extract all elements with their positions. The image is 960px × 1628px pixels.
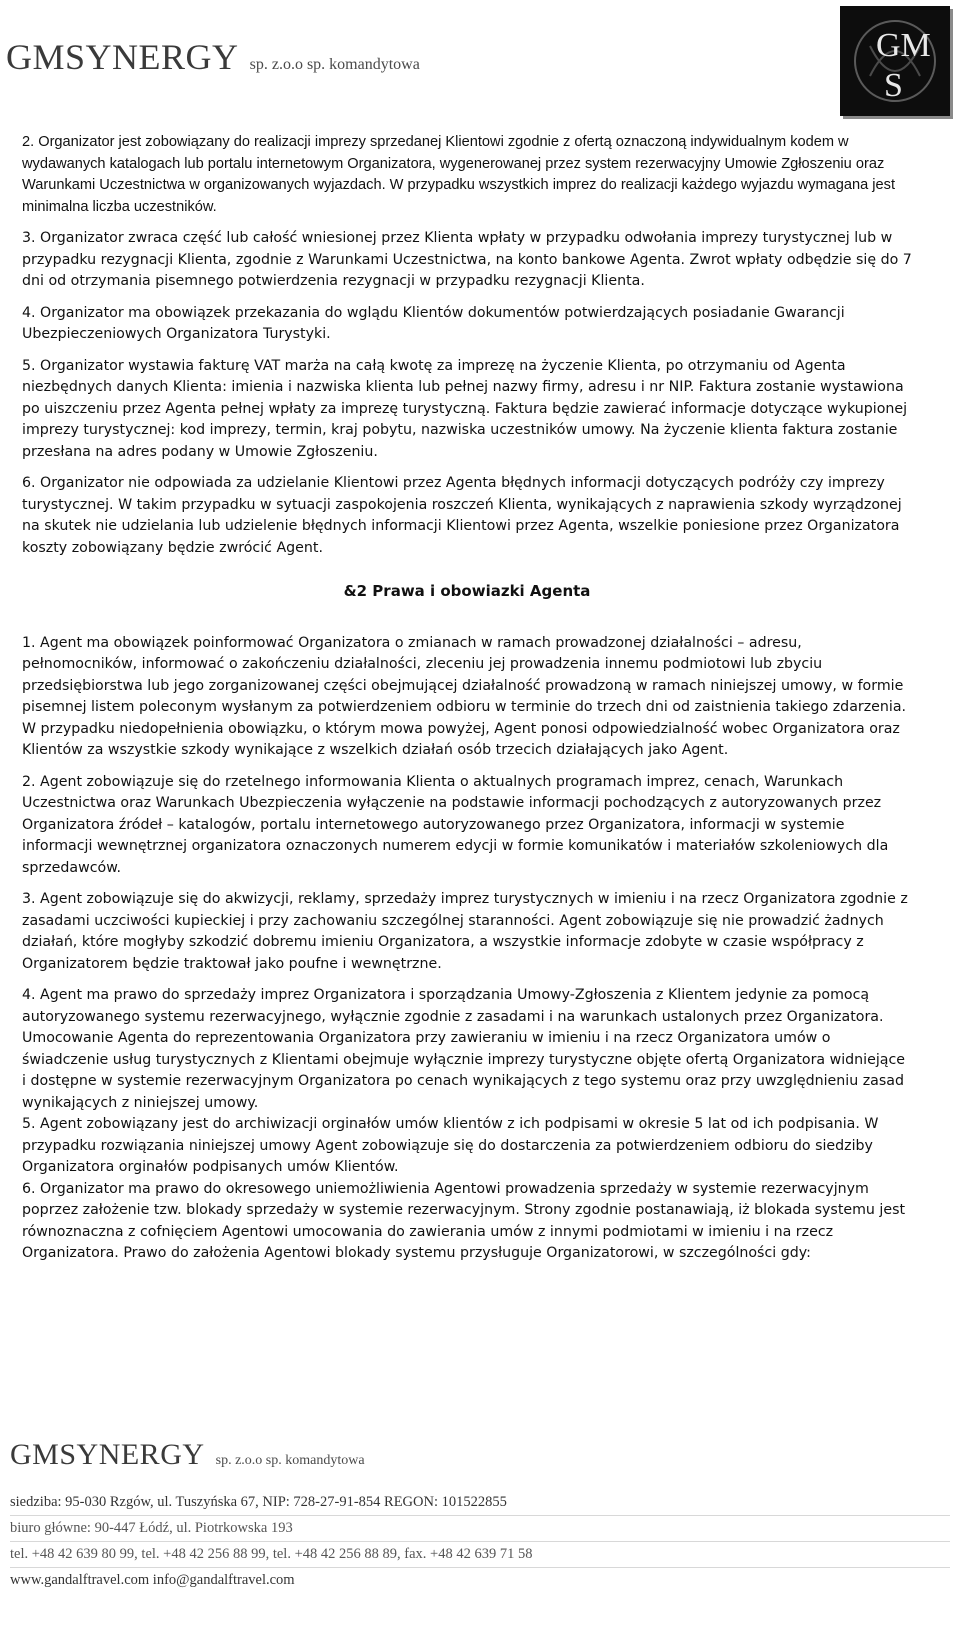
footer-phone-line: tel. +48 42 639 80 99, tel. +48 42 256 88 99, tel. +48 42 256 88 89, fax. +48 42 639 71 58 <box>10 1542 950 1568</box>
paragraph: 6. Organizator ma prawo do okresowego uniemożliwienia Agentowi prowadzenia sprzedaży w systemie rezerwacyjnym poprzez założenie tzw. blokady sprzedaży w systemie rezerwacyjnym. Strony zgodnie postanawiają, iż blokada systemu jest równoznaczna z cofnięciem Agentowi umocowania do zawierania umów z innymi podmiotami w imieniu i na rzecz Organizatora. Prawo do założenia Agentowi blokady systemu przysługuje Organizatorowi, w szczególności gdy: <box>22 1180 906 1261</box>
footer-web-line: www.gandalftravel.com info@gandalftravel.com <box>10 1572 295 1588</box>
brand-name: GMSYNERGY <box>6 37 239 77</box>
footer-brand-name: GMSYNERGY <box>10 1438 205 1471</box>
footer-brand-suffix: sp. z.o.o sp. komandytowa <box>215 1453 365 1468</box>
footer-office-line: biuro główne: 90-447 Łódź, ul. Piotrkowska 193 <box>10 1516 950 1542</box>
paragraph: 5. Organizator wystawia fakturę VAT marża na całą kwotę za imprezę na życzenie Klienta, po otrzymaniu od Agenta niezbędnych danych Klienta: imienia i nazwiska klienta lub pełnej nazwy firmy, adresu i nr NIP. Faktura zostanie wystawiona po uiszczeniu przez Agenta pełnej wpłaty za imprezę turystyczną. Faktura będzie zawierać informacje dotyczące wykupionej imprezy turystycznej: kod imprezy, termin, kraj pobytu, nazwiska uczestników umowy. Na życzenie klienta faktura zostanie przesłana na adres podany w Umowie Zgłoszeniu. <box>22 357 908 460</box>
footer-contact-info <box>10 1490 950 1593</box>
paragraph: 4. Organizator ma obowiązek przekazania do wglądu Klientów dokumentów potwierdzających posiadanie Gwarancji Ubezpieczeniowych Organizatora Turystyki. <box>22 304 845 342</box>
logo-letter-s: S <box>884 67 903 104</box>
page-footer <box>0 1420 960 1628</box>
footer-address-line: siedziba: 95-030 Rzgów, ul. Tuszyńska 67, NIP: 728-27-91-854 REGON: 101522855 <box>10 1490 950 1516</box>
gms-logo <box>840 6 950 116</box>
paragraph: 3. Organizator zwraca część lub całość wniesionej przez Klienta wpłaty w przypadku odwołania imprezy turystycznej lub w przypadku rezygnacji Klienta, zgodnie z Warunkami Uczestnictwa, na konto bankowe Agenta. Zwrot wpłaty odbędzie się do 7 dni od otrzymania pisemnego potwierdzenia rezygnacji w przypadku rezygnacji Klienta. <box>22 230 912 289</box>
paragraph: 6. Organizator nie odpowiada za udzielanie Klientowi przez Agenta błędnych informacji dotyczących podróży czy imprezy turystycznej. W takim przypadku w sytuacji zaspokojenia roszczeń Klienta, wynikających z naprawienia szkody wyrządzonej na skutek nie udzielania lub udzielenie błędnych informacji Klientowi przez Agenta, wszelkie poniesione przez Organizatora koszty zobowiązany będzie zwrócić Agent. <box>22 475 902 556</box>
paragraph: 2. Agent zobowiązuje się do rzetelnego informowania Klienta o aktualnych programach imprez, cenach, Warunkach Uczestnictwa oraz Warunkach Ubezpieczenia wyłączenie na podstawie informacji pochodzących z autoryzowanych przez Organizatora źródeł – katalogów, portalu internetowego autoryzowanego przez Organizatora, informacji w systemie informacji wewnętrznej organizatora oznaczonych numerem edycji w formie komunikatów i materiałów szkoleniowych dla sprzedawców. <box>22 773 889 876</box>
paragraph: 4. Agent ma prawo do sprzedaży imprez Organizatora i sporządzania Umowy-Zgłoszenia z Klientem jedynie za pomocą autoryzowanego systemu rezerwacyjnego, wyłącznie zgodnie z zasadami i na warunkach ustalonych przez Organizatora. Umocowanie Agenta do reprezentowania Organizatora przy zawieraniu w imieniu i na rzecz Organizatora umów o świadczenie usług turystycznych z Klientami obejmuje wyłącznie imprezy turystyczne objęte ofertą Organizatora widniejące i dostępne w systemie rezerwacyjnym Organizatora po cenach wynikających z tego systemu oraz przy uwzględnieniu zasad wynikających z niniejszej umowy. <box>22 987 905 1111</box>
section-title: &2 Prawa i obowiazki Agenta <box>343 582 591 600</box>
page-header <box>0 0 960 125</box>
paragraph: 3. Agent zobowiązuje się do akwizycji, reklamy, sprzedaży imprez turystycznych w imieniu i na rzecz Organizatora zgodnie z zasadami uczciwości kupieckiej i przy zachowaniu szczególnej staranności. Agent zobowiązuje się nie prowadzić żadnych działań, które mogłyby szkodzić dobremu imieniu Organizatora, a wszystkie informacje zdobyte w czasie współpracy z Organizatorem będzie traktował jako poufne i wewnętrzne. <box>22 891 908 972</box>
document-body <box>22 132 912 1265</box>
logo-letters-gm: GM <box>876 27 931 64</box>
footer-brand-wordmark <box>10 1438 365 1472</box>
paragraph: 5. Agent zobowiązany jest do archiwizacji orginałów umów klientów z ich podpisami w okresie 5 lat od ich podpisania. W przypadku rozwiązania niniejszej umowy Agent zobowiązuje się do dostarczenia za potwierdzeniem odbioru do siedziby Organizatora orginałów podpisanych umów Klientów. <box>22 1116 879 1175</box>
gms-logo-icon <box>840 6 950 116</box>
paragraph: 2. Organizator jest zobowiązany do realizacji imprezy sprzedanej Klientowi zgodnie z ofertą oznaczoną indywidualnym kodem w wydawanych katalogach lub portalu internetowym Organizatora, wygenerowanej przez system rezerwacyjny Umowie Zgłoszeniu oraz Warunkami Uczestnictwa w organizowanych wyjazdach. W przypadku wszystkich imprez do realizacji każdego wyjazdu wymagana jest minimalna liczba uczestników. <box>22 134 895 215</box>
brand-suffix: sp. z.o.o sp. komandytowa <box>249 56 420 73</box>
brand-wordmark <box>6 36 420 78</box>
paragraph: 1. Agent ma obowiązek poinformować Organizatora o zmianach w ramach prowadzonej działalności – adresu, pełnomocników, informować o zakończeniu działalności, zleceniu jej prowadzenia innemu podmiotowi lub zbyciu przedsiębiorstwa lub jego zorganizowanej części obejmującej działalność prowadzoną w ramach niniejszej umowy, w formie pisemnej listem poleconym wysłanym za potwierdzeniem odbioru w terminie do trzech dni od zaistnienia takiego zdarzenia. W przypadku niedopełnienia obowiązku, o którym mowa powyżej, Agent ponosi odpowiedzialność wobec Organizatora oraz Klientów za wszystkie szkody wynikające z wszelkich działań osób trzecich działających jako Agent. <box>22 634 907 758</box>
